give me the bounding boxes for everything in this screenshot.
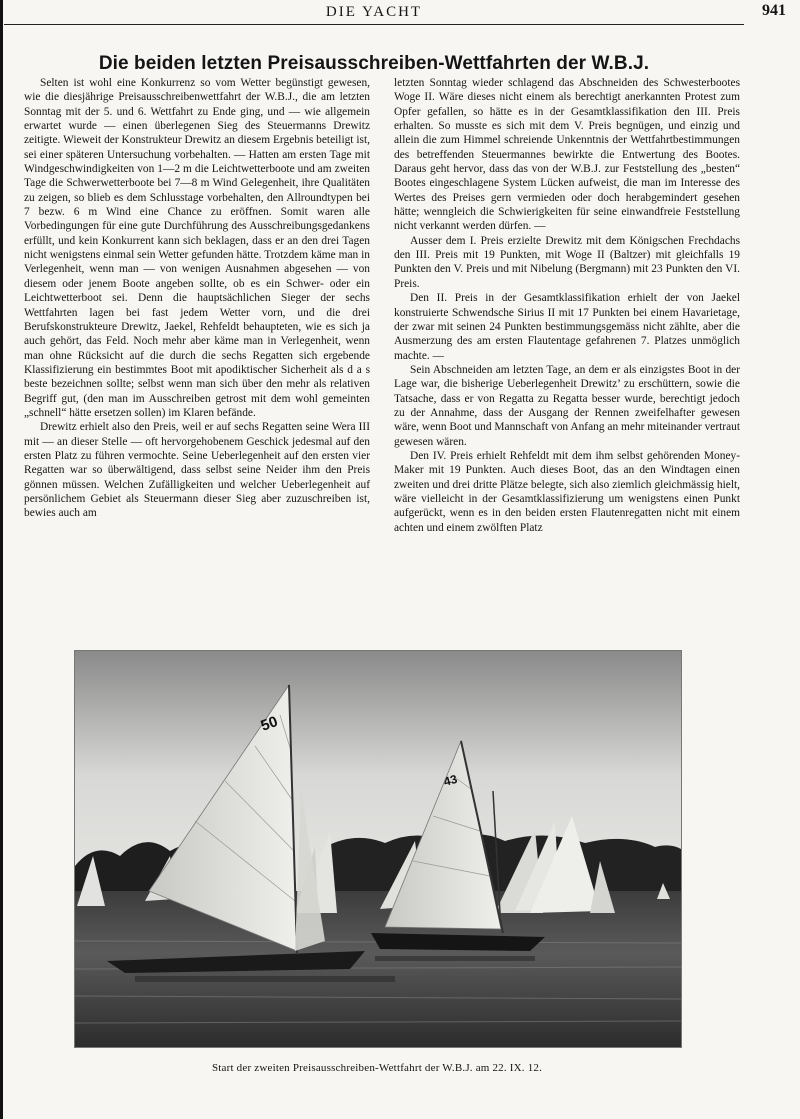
photo-caption: Start der zweiten Preisausschreiben-Wettfahrt der W.B.J. am 22. IX. 12. xyxy=(211,1062,543,1074)
page-number: 941 xyxy=(762,2,786,19)
left-column xyxy=(24,76,370,616)
paragraph: Den II. Preis in der Gesamtklassifikation erhielt der von Jaekel konstruierte Schwendsche Sirius II mit 17 Punkten bei einem Havarietage, der zwar mit seinen 24 Punkten bestimmungsgemäss nicht zählte, aber die Ausmerzung des am ersten Flautentage gefahrenen 7. Platzes unmöglich machte. — xyxy=(394,292,740,362)
article-title: Die beiden letzten Preisausschreiben-Wettfahrten der W.B.J. xyxy=(98,52,650,74)
article-body xyxy=(24,76,740,616)
paragraph: Ausser dem I. Preis erzielte Drewitz mit dem Königschen Frechdachs den III. Preis mit 19 Punkten, mit Woge II (Baltzer) mit gleichfalls 19 Punkten den V. Preis und mit Nibelung (Bergmann) mit 23 Punkten den VI. Preis. xyxy=(394,234,740,290)
paragraph: Selten ist wohl eine Konkurrenz so vom Wetter begünstigt gewesen, wie die diesjährige Preisausschreibenwettfahrt der W.B.J., die am letzten Sonntag mit der 5. und 6. Wettfahrt zu Ende ging, und — wie allgemein erwartet wurde — einen überlegenen Sieg des Steuermanns Drewitz zeitigte. Wieweit der Konstrukteur Drewitz an diesem Ergebnis beteiligt ist, sei einer späteren Untersuchung vorbehalten. — Hatten am ersten Tage mit Windgeschwindigkeiten von 1—2 m die Leichtwetterboote und am zweiten Tage die Schwerwetterboote bei 7—8 m Wind Gelegenheit, ihre Qualitäten zu zeigen, so blieb es dem Schlusstage vorbehalten, den Allroundtypen bei 7 bezw. 6 m Wind eine Chance zu eröffnen. Somit waren alle Vorbedingungen für eine gute Durchführung des Ausschreibungsgedankens erfüllt, und kein Konkurrent kann sich beklagen, dass er an den drei Tagen nicht wenigstens einmal sein Wetter gefunden hätte. Trotzdem käme man in Verlegenheit, wenn man — von wenigen Ausnahmen abgesehen — von diesem oder jenem Boote angeben sollte, ob es ein Schwer- oder ein Leichtwetterboot sei. Denn die hauptsächlichen Sieger der sechs Wettfahrten lagen bei fast jedem Wetter vorn, und die drei Berufskonstrukteure Drewitz, Jaekel, Rehfeldt behaupteten, wie es sich ja auch gehört, das Feld. Noch mehr aber käme man in Verlegenheit, wenn man ohne Rücksicht auf die durch die sechs Regatten sich ergebende Klassifizierung ein bestimmtes Boot mit apodiktischer Sicherheit als d a s beste bezeichnen sollte; selbst wenn man sich über den mehr als relativen Begriff gut, (den man im Ausschreiben getrost mit dem wohl gemeinten „schnell“ hätte ersetzen sollen) im Klaren befände. xyxy=(24,77,370,419)
page-edge xyxy=(0,0,3,1119)
paragraph: letzten Sonntag wieder schlagend das Abschneiden des Schwesterbootes Woge II. Wäre dieses nicht einem als berechtigt anerkannten Protest zum Opfer gefallen, so hätte es in der Gesamtklassifikation den III. Preis erhalten. So musste es sich mit dem V. Preis begnügen, und einzig und allein die zum Himmel schreiende Unkenntnis der Wettfahrtbestimmungen des betreffenden Steuermannes bewirkte die Entwertung des Bootes. Daraus geht hervor, dass das von der W.B.J. zur Feststellung des „besten“ Bootes eingeschlagene System Lücken aufweist, die man im Interesse des Wertes des Preises gern vermieden oder doch herabgemindert gesehen hätte; wenngleich die Schwierigkeiten für seine einwandfreie Feststellung nicht verkannt werden dürfen. — xyxy=(394,77,740,233)
running-title: DIE YACHT xyxy=(325,4,423,20)
header-rule xyxy=(4,24,744,25)
sailing-photo xyxy=(74,650,682,1048)
running-head xyxy=(0,2,800,24)
sail-number: 50 xyxy=(258,713,281,735)
paragraph: Den IV. Preis erhielt Rehfeldt mit dem ihm selbst gehörenden Money-Maker mit 19 Punkten. Auch dieses Boot, das an den Windtagen einen zweiten und drei dritte Plätze belegte, sich also ziemlich gleichmässig hielt, wäre vielleicht in der Gesamtklassifizierung um wenigstens einen Punkt aufgerückt, wenn es in den beiden ersten Flautenregatten nicht mit einem achten und einem zwölften Platz xyxy=(394,449,740,534)
sailing-photo-illustration xyxy=(75,651,681,1047)
right-column xyxy=(394,76,740,616)
paragraph: Sein Abschneiden am letzten Tage, an dem er als einzigstes Boot in der Lage war, die bisherige Ueberlegenheit Drewitz’ zu erschüttern, sowie die Tatsache, dass er von Regatta zu Regatta besser wurde, berechtigt jedoch zu der Annahme, dass der Ausgang der Rennen zweifelhafter gewesen wäre, wenn Boot und Mannschaft von Anfang an mehr miteinander vertraut gewesen wären. xyxy=(394,363,740,448)
paragraph: Drewitz erhielt also den Preis, weil er auf sechs Regatten seine Wera III mit — an dieser Stelle — oft hervorgehobenem Geschick jedesmal auf den ersten Platz zu führen vermochte. Seine Ueberlegenheit auf den ersten vier Regatten war so überwältigend, dass selbst seine Neider ihm den Preis gönnen müssen. Welchen Zufälligkeiten und welcher Ueberlegenheit auf persönlichem Gebiet als Steuermann dieser Sieg aber zuzuschreiben ist, bewies auch am xyxy=(24,421,370,520)
tree-line xyxy=(325,834,681,901)
sail-number: 43 xyxy=(442,771,459,789)
